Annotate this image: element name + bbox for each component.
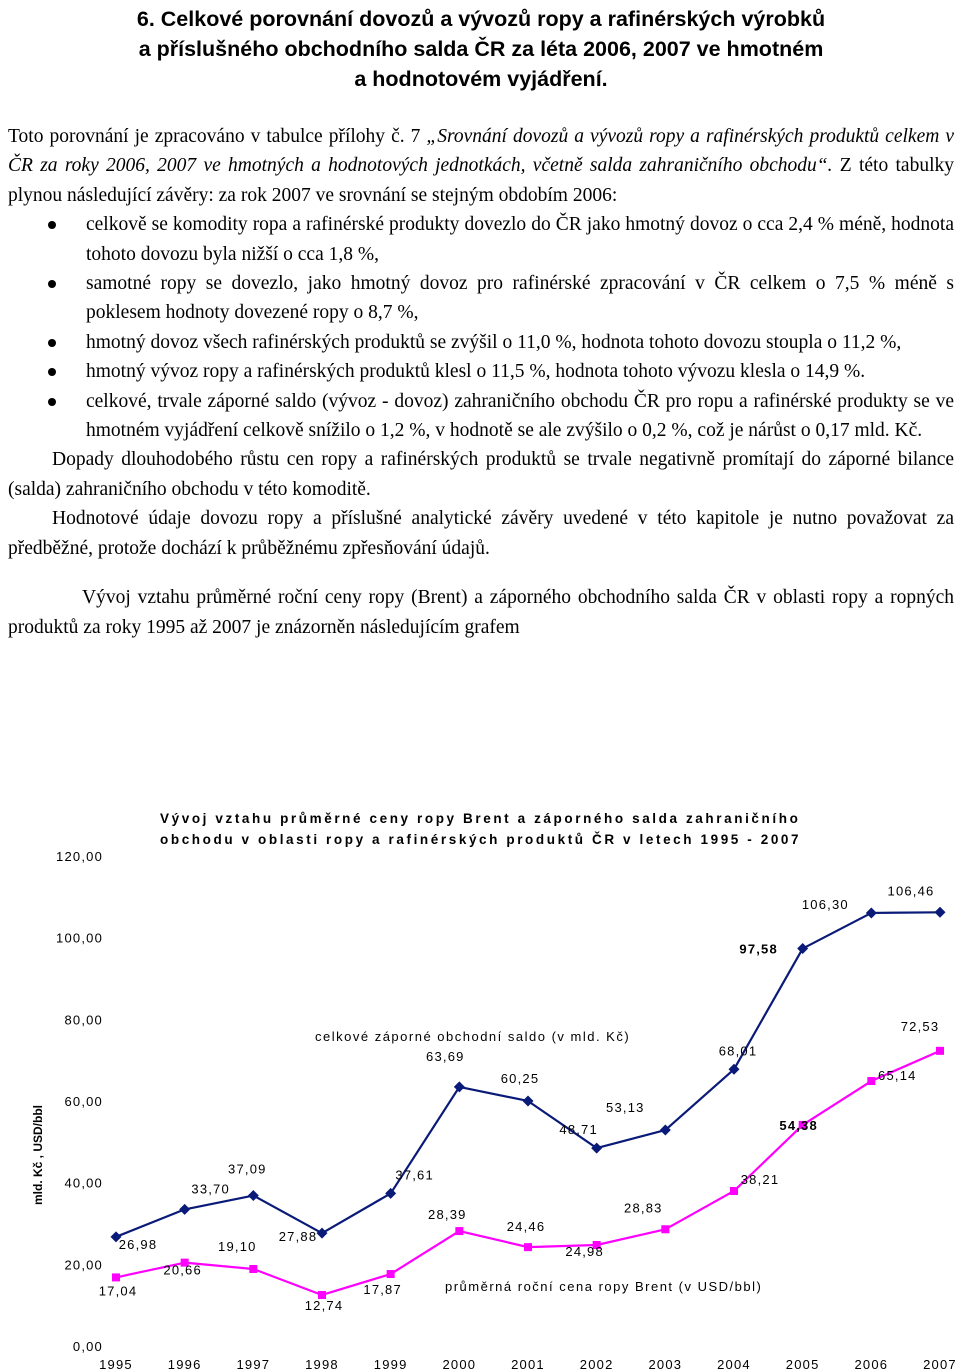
- list-item-text: celkové, trvale záporné saldo (vývoz - dovoz) zahraničního obchodu ČR pro ropu a rafinérské produkty se ve hmotném vyjádření celkově snížilo o 1,2 %, v hodnotě se ale zvýšilo o 0,2 %, což je nárůst o 0,17 mld. Kč.: [86, 390, 954, 442]
- data-label: 37,09: [228, 1161, 267, 1177]
- data-label: 63,69: [426, 1048, 465, 1064]
- intro-table-reference: „Srovnání dovozů a vývozů ropy a rafinérských produktů celkem v ČR za roky 2006, 2007 ve hmotných a hodnotových jednotkách, včetně salda zahraničního obchodu“.: [8, 126, 954, 177]
- brent-point: [524, 1243, 532, 1251]
- data-label: 27,88: [278, 1229, 318, 1245]
- data-label: 33,70: [191, 1181, 230, 1197]
- intro-text: Toto porovnání je zpracováno v tabulce přílohy č. 7: [8, 126, 427, 147]
- series-label-brent: průměrná roční cena ropy Brent (v USD/bbl): [445, 1279, 763, 1294]
- saldo-point: [797, 943, 808, 954]
- x-tick-label: 2000: [442, 1357, 477, 1370]
- heading-line: a příslušného obchodního salda ČR za léta 2006, 2007 ve hmotném: [138, 37, 824, 61]
- series-label-saldo: celkové záporné obchodní saldo (v mld. Kč): [315, 1029, 631, 1044]
- saldo-point: [385, 1188, 396, 1199]
- brent-point: [936, 1047, 944, 1055]
- list-item-text: samotné ropy se dovezlo, jako hmotný dovoz pro rafinérské zpracování v ČR celkem o 7,5 % méně s poklesem hodnoty dovezené ropy o 8,7 %,: [86, 273, 954, 324]
- x-tick-label: 1998: [305, 1357, 339, 1370]
- y-tick-label: 40,00: [64, 1175, 103, 1191]
- section-heading: [8, 4, 954, 94]
- saldo-point: [866, 907, 877, 918]
- list-item: [8, 357, 954, 386]
- x-tick-label: 2005: [785, 1357, 820, 1370]
- chart-intro-paragraph: Vývoj vztahu průměrné roční ceny ropy (Brent) a záporného obchodního salda ČR v oblasti ropy a ropných produktů za roky 1995 až 2007 je znázorněn následujícím grafem: [8, 587, 954, 638]
- brent-point: [730, 1187, 738, 1195]
- brent-point: [249, 1265, 257, 1273]
- x-tick-label: 1995: [99, 1357, 133, 1370]
- impact-paragraph: Dopady dlouhodobého růstu cen ropy a rafinérských produktů se trvale negativně promítají do záporné bilance (salda) zahraničního obchodu v této komoditě.: [8, 449, 954, 500]
- data-label: 17,87: [363, 1282, 402, 1298]
- data-label: 24,46: [506, 1219, 546, 1235]
- heading-line: a hodnotovém vyjádření.: [354, 67, 608, 91]
- x-tick-label: 2002: [579, 1357, 614, 1370]
- x-tick-label: 2004: [717, 1357, 751, 1370]
- heading-line: 6. Celkové porovnání dovozů a vývozů ropy a rafinérských výrobků: [136, 7, 826, 31]
- brent-point: [455, 1227, 463, 1235]
- y-tick-label: 120,00: [56, 849, 103, 864]
- bullet-icon: [48, 221, 56, 229]
- data-label: 68,01: [718, 1043, 758, 1059]
- data-label: 24,98: [565, 1243, 604, 1259]
- intro-paragraph: [8, 122, 954, 210]
- data-label: 60,25: [500, 1070, 540, 1086]
- list-item: [8, 269, 954, 328]
- data-label: 28,39: [428, 1207, 467, 1223]
- data-label: 17,04: [98, 1283, 138, 1299]
- saldo-point: [179, 1204, 190, 1215]
- y-axis-label: mld. Kč , USD/bbl: [31, 1104, 45, 1206]
- data-label: 19,10: [218, 1239, 257, 1255]
- x-tick-label: 1999: [373, 1357, 408, 1370]
- saldo-point: [454, 1081, 465, 1092]
- list-item: [8, 328, 954, 357]
- data-label: 106,30: [801, 896, 849, 912]
- y-tick-label: 60,00: [64, 1094, 103, 1109]
- data-label: 106,46: [887, 883, 935, 899]
- chart-title: Vývoj vztahu průměrné ceny ropy Brent a záporného salda zahraničního: [160, 811, 801, 826]
- list-item: [8, 387, 954, 446]
- x-tick-label: 2001: [511, 1357, 545, 1370]
- brent-point: [387, 1270, 395, 1278]
- preliminary-data-paragraph: Hodnotové údaje dovozu ropy a příslušné analytické závěry uvedené v této kapitole je nutno považovat za předběžné, protože dochází k průběžnému zpřesňování údajů.: [8, 508, 954, 559]
- bullet-icon: [48, 280, 56, 288]
- data-label: 38,21: [740, 1171, 780, 1187]
- data-label: 53,13: [606, 1100, 645, 1116]
- saldo-point: [248, 1190, 259, 1201]
- saldo-point: [935, 907, 946, 918]
- chart-title: obchodu v oblasti ropy a rafinérských produktů ČR v letech 1995 - 2007: [160, 832, 802, 847]
- intro-conclusion: Z této tabulky plynou následující závěry: za rok 2007 ve srovnání se stejným obdobím 2006:: [8, 155, 954, 206]
- y-tick-label: 100,00: [56, 930, 103, 946]
- brent-point: [112, 1273, 120, 1281]
- bullet-icon: [48, 368, 56, 376]
- brent-point: [661, 1225, 669, 1233]
- y-tick-label: 0,00: [72, 1339, 103, 1354]
- x-tick-label: 2006: [854, 1357, 889, 1370]
- data-label: 26,98: [118, 1236, 158, 1252]
- x-tick-label: 1997: [236, 1357, 271, 1370]
- data-label: 54,38: [779, 1117, 818, 1133]
- x-tick-label: 2007: [923, 1357, 957, 1370]
- data-label: 37,61: [395, 1167, 434, 1183]
- saldo-point: [317, 1228, 328, 1239]
- data-label: 12,74: [304, 1297, 344, 1313]
- data-label: 72,53: [900, 1018, 940, 1034]
- data-label: 65,14: [878, 1068, 917, 1084]
- x-tick-label: 2003: [648, 1357, 683, 1370]
- bullet-icon: [48, 398, 56, 406]
- list-item: [8, 210, 954, 269]
- data-label: 28,83: [624, 1200, 663, 1216]
- data-label: 97,58: [739, 941, 778, 957]
- list-item-text: celkově se komodity ropa a rafinérské produkty dovezlo do ČR jako hmotný dovoz o cca 2,4 % méně, hodnota tohoto dovozu byla nižší o cca 1,8 %,: [86, 214, 954, 265]
- data-label: 48,71: [559, 1122, 598, 1138]
- y-tick-label: 80,00: [64, 1012, 103, 1028]
- x-tick-label: 1996: [167, 1357, 202, 1370]
- brent-point: [867, 1077, 875, 1085]
- chart-series: [99, 883, 946, 1313]
- price-balance-chart: [0, 798, 960, 1370]
- bullet-icon: [48, 339, 56, 347]
- list-item-text: hmotný vývoz ropy a rafinérských produktů klesl o 11,5 %, hodnota tohoto vývozu klesla o 14,9 %.: [86, 361, 866, 383]
- list-item-text: hmotný dovoz všech rafinérských produktů se zvýšil o 11,0 %, hodnota tohoto dovozu stoupla o 11,2 %,: [86, 331, 902, 353]
- conclusions-list: [8, 210, 954, 445]
- data-label: 20,66: [163, 1262, 202, 1278]
- y-tick-label: 20,00: [64, 1257, 103, 1273]
- document: [8, 0, 954, 642]
